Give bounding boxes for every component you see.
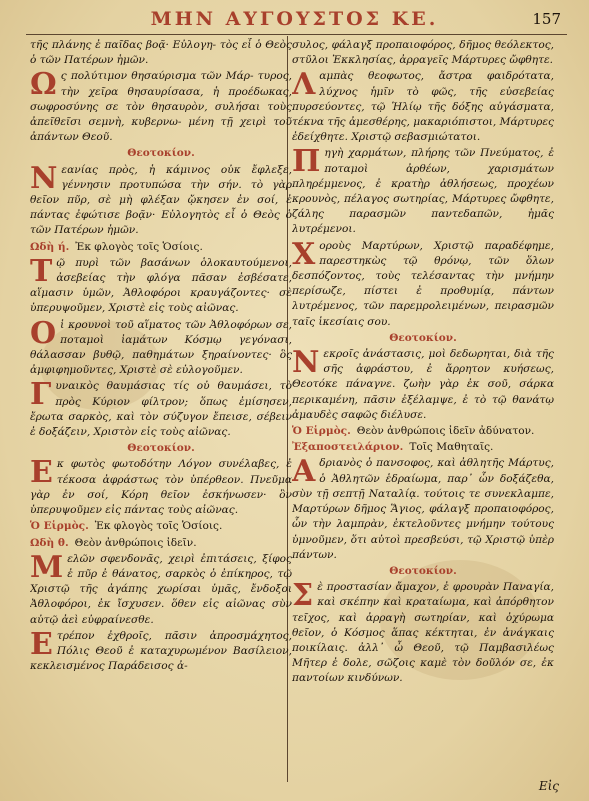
section-heading: Θεοτοκίον. <box>127 442 195 455</box>
troparion <box>292 69 554 145</box>
drop-initial: Χ <box>292 236 316 272</box>
troparion <box>30 457 292 518</box>
troparion-text: αμπὰς θεοφωτος, ἄστρα φαιδρότατα, λύχνος ἡμῖν τὸ φῶς, τῆς εὐσεβείας πυρσεύοντες, τῷ Ἡλίῳ τῆς δόξης αὐγάσματα, τέκνα τῆς ἀμεσθέρης, μακαριόπιστοι, Μάρτυρες ἐδείχθητε. Χριστῷ σεβασμιώτατοι. <box>292 70 554 144</box>
heirmos-label: Ὁ Εἱρμὸς. <box>30 520 89 533</box>
page-number: 157 <box>532 10 561 28</box>
troparion <box>30 626 292 675</box>
catchword: Εἰς <box>538 779 559 793</box>
heirmos-incipit: Θεὸν ἀνθρώποις ἰδεῖν ἀδύνατον. <box>356 425 535 438</box>
paragraph: συλος, φάλαγξ προπαιοφόρος, δῆμος θεόλεκτος, στῦλοι Ἐκκλησίας, ἀρραγεῖς Μάρτυρες ὤφθητε. <box>292 39 554 67</box>
heirmos-heading <box>292 424 554 439</box>
drop-initial: Π <box>292 144 321 180</box>
heirmos-incipit: Ἐκ φλογὸς τοῖς Ὁσίοις. <box>94 520 223 533</box>
drop-initial: Ν <box>292 345 320 381</box>
troparion-text: οροὺς Μαρτύρων, Χριστῷ παραδέφημε, παρεστηκὼς τῷ θρόνῳ, τῶν ὅλων δεσπόζοντος, τοὺς τελέσαντας τὴν μνήμην περίσωζε, πίστει ἐ προθυμίᾳ, πάντων λυτρέμενος, τῶν παρεμρολειμένων, πειρασμῶν ταῖς ἱκεσίαις σου. <box>292 239 554 328</box>
drop-initial: Ο <box>30 315 57 351</box>
paragraph: τῆς πλάνης ἐ παῖδας βοᾷ· Εὐλογη- τὸς εἶ ὁ Θεὸς ὁ τῶν Πατέρων ἡμῶν. <box>30 39 292 67</box>
troparion-text: δριανὸς ὁ πανσοφος, καὶ ἀθλητῆς Μάρτυς, ὁ Ἀθλητῶν ἑδραίωμα, παρ᾽ ὧν δοξάζεθα, σὺν τῇ σεπτῇ Ναταλίᾳ. τούτοις τε συνεκλαμπε, Μαρτύρων δῆμος Ἅγιος, φάλαγξ προπαιοφόρος, ὧν τὴν λαμπρὰν, ἐκτελοῦντες μνήμην τούτους ὑμνοῦμεν, ὅτι αὐτοὶ πρεσβεύσι, τῷ Χριστῷ ὑπὲρ πάντων. <box>292 457 554 561</box>
troparion <box>30 253 292 317</box>
troparion <box>292 580 554 686</box>
troparion-text: ἱ κρουνοὶ τοῦ αἵματος τῶν Ἀθλοφόρων σε, ποταμοὶ ἰαμάτων Κόσμῳ γεγόνασι, θάλασσαν βυθῷ, παθημάτων ξηραίνοντες· ὃς ἀμφιφημοῦντες, Χριστὲ σὲ εὐλογοῦμεν. <box>30 318 292 377</box>
drop-initial: Α <box>292 454 316 490</box>
drop-initial: Γ <box>30 377 52 413</box>
troparion-text: υναικὸς θαυμάσιας τίς οὐ θαυμάσει, τὸ πρὸς Κύριον φίλτρον; ὅπως ἐμίσησεν, ἔρωτα σαρκὸς, καὶ τὸν σύζυγον ἔπεισε, σέβειν ἐ δοξάζειν, Χριστὸν εἰς τοὺς αἰῶνας. <box>30 380 292 439</box>
ode-incipit: Ἐκ φλογὸς τοῖς Ὁσίοις. <box>75 240 203 253</box>
exaposteilarion-heading <box>292 440 554 455</box>
troparion-text: τρέπον ἐχθροῖς, πᾶσιν ἀπροσμάχητος, Πόλις Θεοῦ ἐ καταχυρωμένον Βασίλειον, κεκλεισμένος Παράδεισος ἀ- <box>30 629 292 673</box>
ode-heading <box>30 240 292 255</box>
troparion <box>292 456 554 562</box>
header-rule <box>26 34 567 35</box>
troparion <box>292 236 554 330</box>
troparion <box>30 69 292 145</box>
page-header <box>0 6 589 36</box>
troparion-text: κ φωτὸς φωτοδότην Λόγον συνέλαβες, ἐ τέκοσα ἀφράστως τὸν ὑπέρθεον. Πνεῦμα γὰρ ἐν σοί, Κόρη θεῖον ἐσκήνωσεν· ὃν ὑπερυψοῦμεν εἰς πάντας τοὺς αἰῶνας. <box>30 458 292 517</box>
troparion <box>30 549 292 628</box>
troparion-text: ηγὴ χαρμάτων, πλήρης τῶν Πνεύματος, ἐ ποταμοὶ ἀρθέων, χαρισμάτων πληρέμμενος, ἐ κρατὴρ ἀθλήσεως, προχέων κρουνὸς, πέλαγος σωτηρίας, Μάρτυρες ὤφθητε, ζάλης παρασμῶν παντεδαπῶν, ἡμᾶς λυτρέμενοι. <box>292 147 554 236</box>
ode-label: Ωδὴ θ. <box>30 536 69 549</box>
troparion <box>292 347 554 423</box>
troparion-text: εκροῖς ἀνάστασις, μοὶ δεδωρηται, διὰ τῆς σῆς ἀφράστου, ἐ ἄρρητον κυήσεως, Θεοτόκε πάναγνε. ζωὴν γὰρ ἐκ σοῦ, σάρκα περικαμένη, πᾶσιν ἐξέλαμψε, ἐ τὸ τῷ θανάτῳ ἀμαυδὲς σαφῶς διέλυσε. <box>292 348 554 421</box>
exaposteilarion-label: Ἐξαποστειλάριον. <box>292 441 404 454</box>
exaposteilarion-incipit: Τοῖς Μαθηταῖς. <box>409 441 494 454</box>
troparion-text: ὲ προστασίαν ἄμαχον, ἐ φρουρὰν Παναγία, καὶ σκέπην καὶ κραταίωμα, καὶ ἀπόρθητον τεῖχος, καὶ ἀρραγὴ σωτηρίαν, καὶ ὀχύρωμα θεῖον, ὁ Κόσμος ἅπας κέκτηται, ἐν ἀνάγκαις ποικίλαις. ἀλλ᾽ ὦ Θεοῦ, τῷ Παμβασιλέως Μῆτερ ἐ δολε, σῶζοις καμὲ τὸν δοῦλόν σε, ἐκ παντοίων κινδύνων. <box>292 581 554 685</box>
troparion-text: ελῶν σφενδονᾶς, χειρὶ ἐπιτάσεις, ξίφος ἐ πῦρ ἐ θάνατος, σαρκὸς ὁ ἐπίκηρος, τῷ Χριστῷ τῆς ἀγάπης χωρίσαι ὑμᾶς, ἔνδοξοι Ἀθλοφόροι, ἐκ ἴσχυσεν. ὅθεν εἰς αἰῶνας σὺν αὐτῷ ἀεὶ εὐφραίνεσθε. <box>30 552 292 626</box>
drop-initial: Λ <box>292 67 316 103</box>
section-heading: Θεοτοκίον. <box>389 331 457 344</box>
heirmos-heading <box>30 519 292 534</box>
troparion <box>30 160 292 239</box>
ode-incipit: Θεὸν ἀνθρώποις ἰδεῖν. <box>74 536 197 549</box>
ode-heading <box>30 536 292 551</box>
drop-initial: Ω <box>30 67 57 103</box>
troparion <box>30 379 292 440</box>
troparion-text: ῷ πυρὶ τῶν βασάνων ὁλοκαυτούμενοι, ἀσεβείας τὴν φλόγα πᾶσαν ἐσβέσατε, αἵμασιν ὑμῶν, Ἀθλοφόροι κραυγάζοντες· σὲ ὑπερυψοῦμεν, Χριστὲ εἰς τοὺς αἰῶνας. <box>30 256 292 315</box>
troparion <box>292 146 554 237</box>
left-column <box>30 38 292 776</box>
section-heading: Θεοτοκίον. <box>389 564 457 577</box>
section-heading: Θεοτοκίον. <box>127 147 195 160</box>
heirmos-label: Ὁ Εἱρμὸς. <box>292 425 351 438</box>
drop-initial: Ν <box>30 160 58 196</box>
drop-initial: Σ <box>292 578 314 614</box>
troparion-text: ς πολύτιμον θησαύρισμα τῶν Μάρ- τυρος, τὴν χεῖρα θησαυρίσασα, ἡ προέδωκας, σωφροσύνης σε τὸν θησαυρὸν, συλήσαι τοὺς ἀπεῖθεῖσι σεμνὴ, κυβερνω- μένη τῇ χειρὶ τοῦ ἀπάντων Θεοῦ. <box>30 70 292 144</box>
drop-initial: Μ <box>30 549 64 585</box>
troparion <box>30 315 292 379</box>
drop-initial: Ε <box>30 626 53 662</box>
ode-label: Ωδὴ ή. <box>30 240 70 253</box>
drop-initial: Τ <box>30 253 53 289</box>
right-column <box>292 38 554 776</box>
running-head: ΜΗΝ ΑΥΓΟΥΣΤΟΣ ΚΕ. <box>150 8 439 30</box>
troparion-text: εανίας πρὸς, ἡ κάμινος οὐκ ἔφλεξε, γέννησιν προτυπώσα τὴν σήν. τὸ γὰρ θεῖον πῦρ, σὲ μὴ φλέξαν ᾤκησεν ἐν σοί, ἐ πάντας ἐφώτισε βοᾷν· Εὐλογητὸς εἶ ὁ Θεὸς ὁ τῶν Πατέρων ἡμῶν. <box>30 163 292 237</box>
drop-initial: Ε <box>30 455 53 491</box>
